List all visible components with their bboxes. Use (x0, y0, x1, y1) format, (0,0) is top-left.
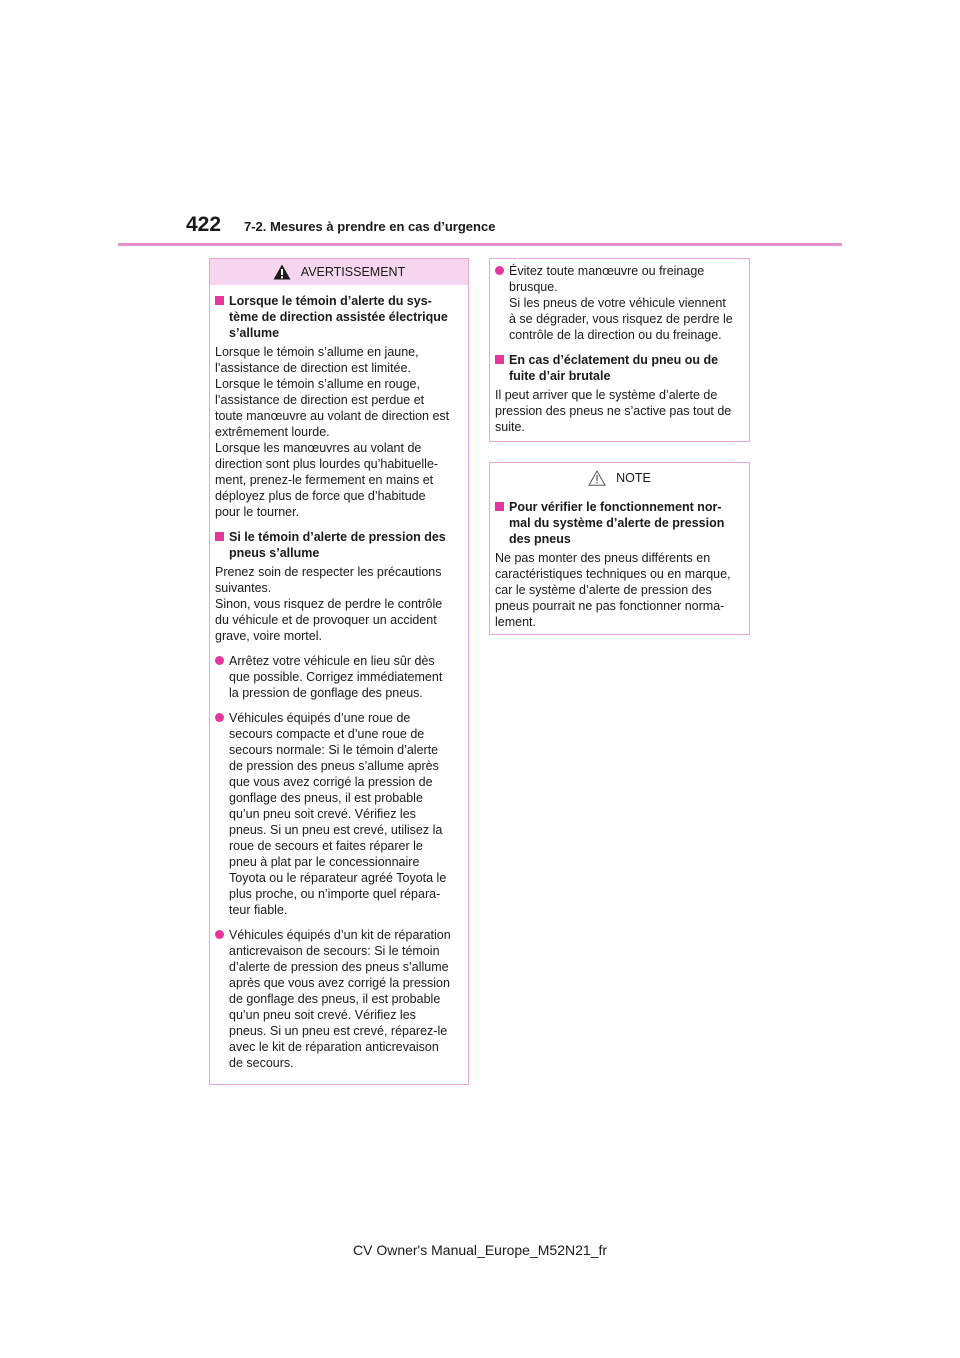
warning-paragraph-power-steering: Lorsque le témoin s’allume en jaune, l’assistance de direction est limitée. Lorsque le témoin s’allume en rouge, l’assistance de direction est perdue et toute manœuvre au volant de direction est extrêmement lourde. Lorsque les manœuvres au volant de direction sont plus lourdes qu’habituelle- ment, prenez-le fermement en mains et déployez plus de force que d’habitude pour le tourner. (215, 345, 450, 519)
warning-heading-tire-pressure: Si le témoin d’alerte de pression des pneus s’allume (215, 529, 456, 561)
section-title: 7-2. Mesures à prendre en cas d’urgence (244, 219, 496, 234)
header-rule (118, 243, 842, 246)
warning-bullet-stop-vehicle: Arrêtez votre véhicule en lieu sûr dès que possible. Corrigez immédiatement la pression de gonflage des pneus. (215, 653, 456, 701)
warning-triangle-icon (273, 264, 291, 280)
warning-box (209, 258, 469, 1085)
note-header (490, 463, 749, 493)
warning-paragraph-tire-burst: Il peut arriver que le système d’alerte de pression des pneus ne s’active pas tout de suite. (495, 388, 732, 434)
warning-paragraph-tire-pressure: Prenez soin de respecter les précautions suivantes. Sinon, vous risquez de perdre le contrôle du véhicule et de provoquer un accident grave, voire mortel. (215, 565, 443, 643)
footer-manual-id: CV Owner's Manual_Europe_M52N21_fr (352, 1242, 608, 1258)
warning-bullet-repair-kit: Véhicules équipés d’un kit de réparation anticrevaison de secours: Si le témoin d’alerte de pression des pneus s’allume après que vous avez corrigé la pression de gonflage des pneus, il est probable qu’un pneu soit crevé. Vérifiez les pneus. Si un pneu est crevé, réparez-le avec le kit de réparation anticrevaison de secours. (215, 927, 456, 1071)
warning-bullet-spare-wheel: Véhicules équipés d’une roue de secours compacte et d’une roue de secours normale: Si le témoin d’alerte de pression des pneus s’allume après que vous avez corrigé la pression de gonflage des pneus, il est probable qu’un pneu soit crevé. Vérifiez les pneus. Si un pneu est crevé, utilisez la roue de secours et faites réparer le pneu à plat par le concessionnaire Toyota ou le réparateur agréé Toyota le plus proche, ou n’importe quel répara- teur fiable. (215, 710, 456, 918)
warning-bullet-avoid-braking: Évitez toute manœuvre ou freinage brusque. Si les pneus de votre véhicule viennent à se dégrader, vous risquez de perdre le contrôle de la direction ou du freinage. (495, 263, 737, 343)
warning-header (210, 259, 468, 285)
warning-title: AVERTISSEMENT (300, 265, 406, 279)
warning-heading-tire-burst: En cas d’éclatement du pneu ou de fuite d’air brutale (495, 352, 737, 384)
note-title: NOTE (616, 471, 651, 485)
warning-continued-box (489, 258, 750, 442)
note-paragraph-tpws-check: Ne pas monter des pneus différents en caractéristiques techniques ou en marque, car le système d’alerte de pression des pneus pourrait ne pas fonctionner norma- lement. (495, 551, 731, 629)
note-box (489, 462, 750, 635)
caution-triangle-outline-icon (588, 470, 606, 486)
page-number: 422 (186, 213, 222, 236)
warning-heading-power-steering: Lorsque le témoin d’alerte du sys- tème de direction assistée électrique s’allume (215, 293, 456, 341)
note-heading-tpws-check: Pour vérifier le fonctionnement nor- mal du système d’alerte de pression des pneus (495, 499, 737, 547)
